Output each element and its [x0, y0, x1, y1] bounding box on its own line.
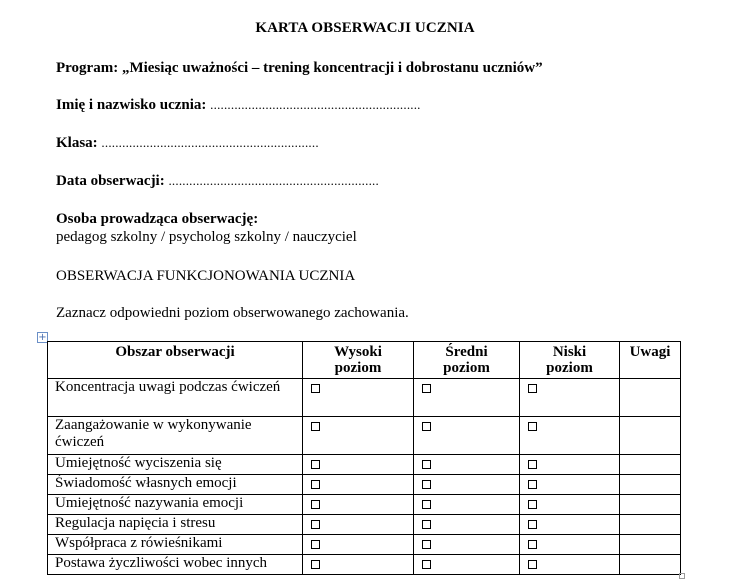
- checkbox-low[interactable]: [528, 422, 537, 431]
- table-row: [48, 379, 681, 417]
- date-label: Data obserwacji:: [56, 173, 165, 189]
- checkbox-high[interactable]: [311, 500, 320, 509]
- header-area: Obszar obserwacji: [48, 342, 303, 379]
- row-label: Współpraca z rówieśnikami: [48, 535, 303, 555]
- observer-label: Osoba prowadząca obserwację:: [56, 211, 259, 227]
- table-row: [48, 515, 681, 535]
- header-notes: Uwagi: [620, 342, 681, 379]
- class-field[interactable]: [56, 135, 319, 152]
- checkbox-low[interactable]: [528, 480, 537, 489]
- row-label: Umiejętność nazywania emocji: [48, 495, 303, 515]
- checkbox-high[interactable]: [311, 520, 320, 529]
- checkbox-high[interactable]: [311, 460, 320, 469]
- row-label: Umiejętność wyciszenia się: [48, 455, 303, 475]
- row-label: Regulacja napięcia i stresu: [48, 515, 303, 535]
- notes-cell[interactable]: [620, 379, 681, 417]
- checkbox-mid[interactable]: [422, 560, 431, 569]
- observer-options: pedagog szkolny / psycholog szkolny / nauczyciel: [56, 229, 357, 245]
- student-name-dots: .............................................................: [210, 97, 421, 112]
- header-low: Niski poziom: [520, 342, 620, 379]
- notes-cell[interactable]: [620, 495, 681, 515]
- table-row: [48, 555, 681, 575]
- checkbox-mid[interactable]: [422, 540, 431, 549]
- header-high: Wysoki poziom: [303, 342, 414, 379]
- checkbox-mid[interactable]: [422, 500, 431, 509]
- checkbox-low[interactable]: [528, 540, 537, 549]
- student-name-label: Imię i nazwisko ucznia:: [56, 97, 207, 113]
- document-title: KARTA OBSERWACJI UCZNIA: [255, 20, 475, 36]
- class-dots: ...............................................................: [101, 135, 319, 150]
- checkbox-low[interactable]: [528, 560, 537, 569]
- table-row: [48, 495, 681, 515]
- notes-cell[interactable]: [620, 555, 681, 575]
- program-line: Program: „Miesiąc uważności – trening koncentracji i dobrostanu uczniów”: [56, 60, 543, 76]
- table-row: [48, 475, 681, 495]
- checkbox-high[interactable]: [311, 560, 320, 569]
- checkbox-low[interactable]: [528, 520, 537, 529]
- notes-cell[interactable]: [620, 515, 681, 535]
- table-row: [48, 455, 681, 475]
- checkbox-mid[interactable]: [422, 384, 431, 393]
- notes-cell[interactable]: [620, 455, 681, 475]
- row-label: Zaangażowanie w wykonywanie ćwiczeń: [48, 417, 303, 455]
- checkbox-mid[interactable]: [422, 460, 431, 469]
- checkbox-high[interactable]: [311, 422, 320, 431]
- row-label: Świadomość własnych emocji: [48, 475, 303, 495]
- checkbox-low[interactable]: [528, 384, 537, 393]
- header-mid: Średni poziom: [414, 342, 520, 379]
- notes-cell[interactable]: [620, 535, 681, 555]
- observation-table: [47, 341, 681, 575]
- checkbox-low[interactable]: [528, 460, 537, 469]
- class-label: Klasa:: [56, 135, 98, 151]
- checkbox-high[interactable]: [311, 540, 320, 549]
- checkbox-mid[interactable]: [422, 520, 431, 529]
- checkbox-low[interactable]: [528, 500, 537, 509]
- section-heading: OBSERWACJA FUNKCJONOWANIA UCZNIA: [56, 268, 356, 284]
- table-row: [48, 417, 681, 455]
- notes-cell[interactable]: [620, 475, 681, 495]
- checkbox-mid[interactable]: [422, 422, 431, 431]
- checkbox-mid[interactable]: [422, 480, 431, 489]
- row-label: Koncentracja uwagi podczas ćwiczeń: [48, 379, 303, 417]
- date-dots: .............................................................: [168, 173, 379, 188]
- notes-cell[interactable]: [620, 417, 681, 455]
- table-move-handle-icon[interactable]: +: [38, 332, 47, 343]
- table-resize-handle-icon[interactable]: [679, 573, 685, 579]
- table-header-row: [48, 342, 681, 379]
- student-name-field[interactable]: [56, 97, 421, 114]
- checkbox-high[interactable]: [311, 480, 320, 489]
- row-label: Postawa życzliwości wobec innych: [48, 555, 303, 575]
- instruction-text: Zaznacz odpowiedni poziom obserwowanego zachowania.: [56, 305, 409, 321]
- date-field[interactable]: [56, 173, 379, 190]
- checkbox-high[interactable]: [311, 384, 320, 393]
- table-row: [48, 535, 681, 555]
